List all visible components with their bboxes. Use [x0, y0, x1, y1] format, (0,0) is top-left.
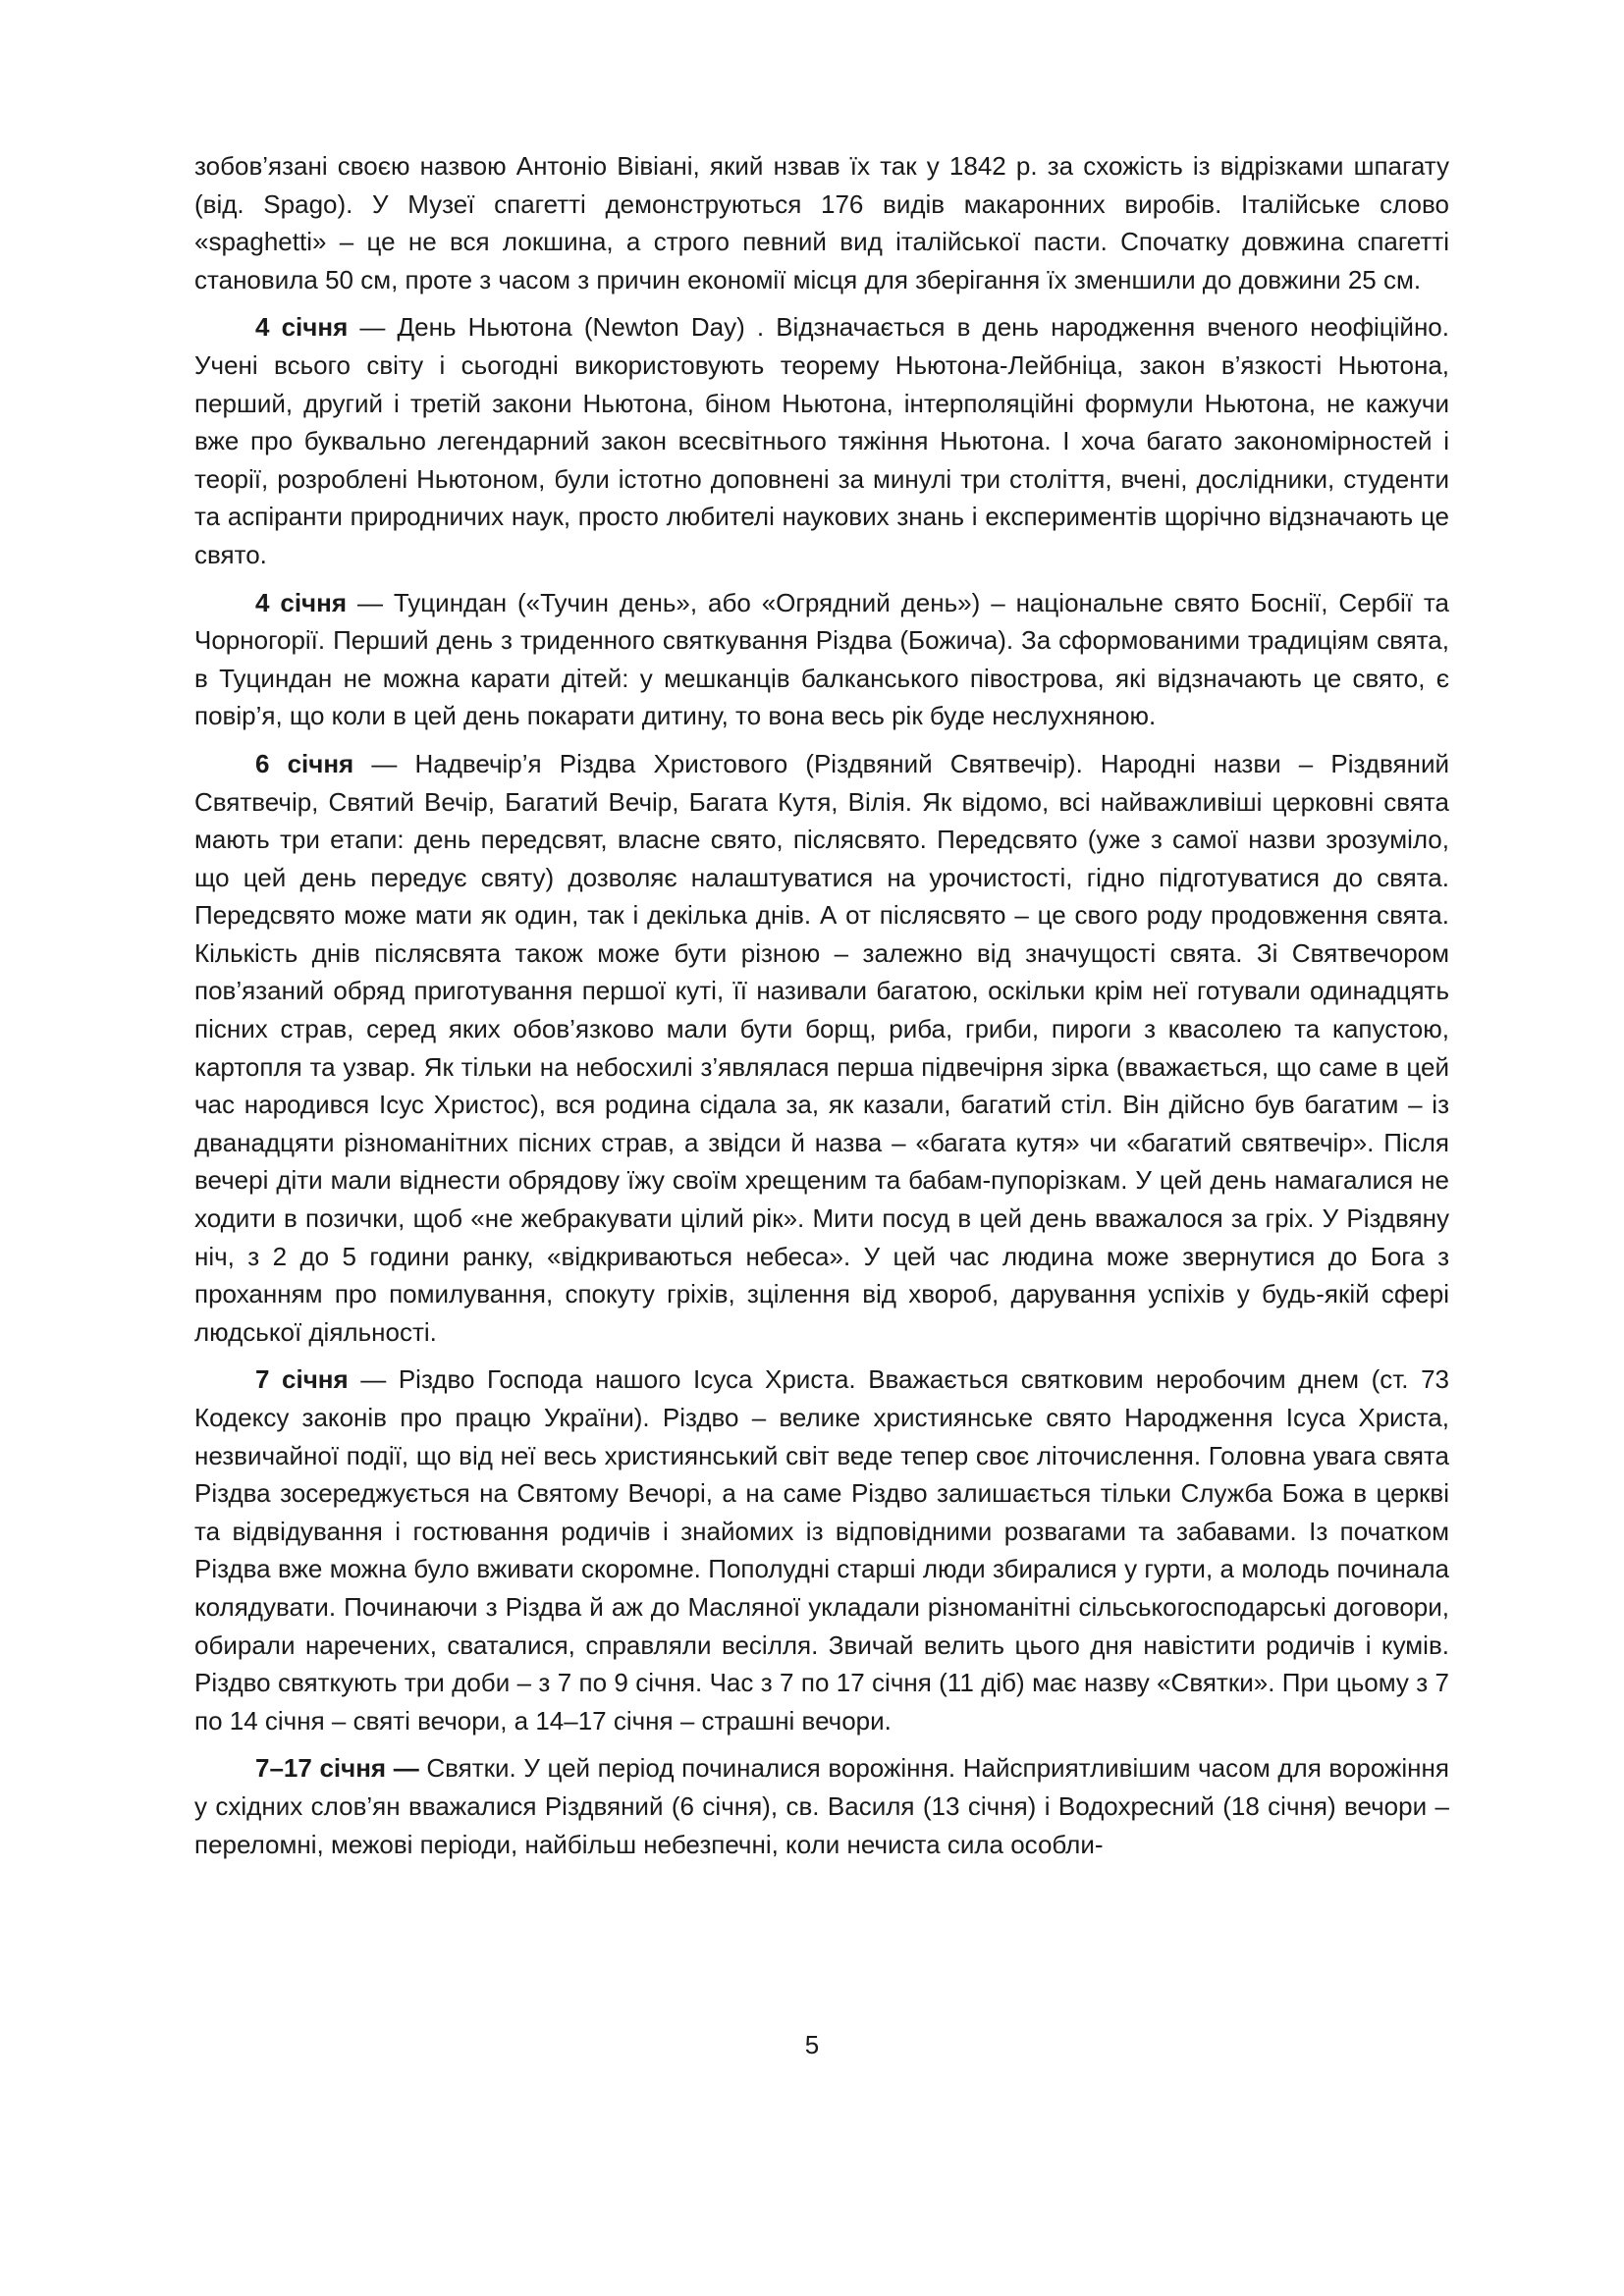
paragraph-newton-day — [194, 308, 1449, 573]
paragraph-date: 4 січня — [255, 587, 348, 617]
paragraph-date: 7–17 січня — — [255, 1753, 419, 1784]
paragraph-christmas-eve — [194, 745, 1449, 1352]
paragraph-text: — День Ньютона (Newton Day) . Відзначається в день народження вченого неофіційно. Учені всього світу і сьогодні використовують теорему Ньютона-Лейбніца, закон в’язкості Ньютона, перший, другий і третій закони Ньютона, біном Ньютона, інтерполяційні формули Ньютона, не кажучи вже про буквально легендарний закон всесвітнього тяжіння Ньютона. І хоча багато закономірностей і теорії, розроблені Ньютоном, були істотно доповнені за минулі три століття, вчені, дослідники, студенти та аспіранти природничих наук, просто любителі наукових знань і експериментів щорічно відзначають це свято. — [194, 312, 1449, 569]
paragraph-date: 4 січня — [255, 312, 349, 343]
document-page — [194, 147, 1449, 1873]
paragraph-spaghetti — [194, 147, 1449, 298]
page-number: 5 — [804, 2030, 820, 2059]
paragraph-tucindan — [194, 584, 1449, 735]
paragraph-svyatky — [194, 1749, 1449, 1863]
paragraph-christmas — [194, 1361, 1449, 1739]
paragraph-date: 6 січня — [255, 748, 354, 778]
paragraph-text: Святки. У цей період починалися ворожіння. Найсприятливішим часом для ворожіння у східних слов’ян вважалися Різдвяний (6 січня), св. Василя (13 січня) і Водохресний (18 січня) вечори – переломні, межові періоди, найбільш небезпечні, коли нечиста сила особли- — [194, 1753, 1449, 1859]
paragraph-text: — Туциндан («Тучин день», або «Огрядний день») – національне свято Боснії, Сербії та Чорногорії. Перший день з триденного святкування Різдва (Божича). За сформованими традиціям свята, в Туциндан не можна карати дітей: у мешканців балканського півострова, які відзначають це свято, є повір’я, що коли в цей день покарати дитину, то вона весь рік буде неслухняною. — [194, 587, 1449, 731]
paragraph-date: 7 січня — [255, 1364, 349, 1395]
paragraph-text: зобов’язані своєю назвою Антоніо Вівіані, який нзвав їх так у 1842 р. за схожість із відрізками шпагату (від. Spago). У Музеї спагетті демонструються 176 видів макаронних виробів. Італійське слово «spaghetti» – це не вся локшина, а строго певний вид італійської пасти. Спочатку довжина спагетті становила 50 см, проте з часом з причин економії місця для зберігання їх зменшили до довжини 25 см. — [194, 151, 1449, 294]
paragraph-text: — Надвечір’я Різдва Христового (Різдвяний Святвечір). Народні назви – Різдвяний Святвечір, Святий Вечір, Багатий Вечір, Багата Кутя, Вілія. Як відомо, всі найважливіші церковні свята мають три етапи: день передсвят, власне свято, післясвято. Передсвято (уже з самої назви зрозуміло, що цей день передує святу) дозволяє налаштуватися на урочистості, гідно підготуватися до свята. Передсвято може мати як один, так і декілька днів. А от післясвято – це свого роду продовження свята. Кількість днів післясвята також може бути різною – залежно від значущості свята. Зі Святвечором пов’язаний обряд приготування першої куті, її називали багатою, оскільки крім неї готували одинадцять пісних страв, серед яких обов’язково мали бути борщ, риба, гриби, пироги з квасолею та капустою, картопля та узвар. Як тільки на небосхилі з’являлася перша підвечірня зірка (вважається, що саме в цей час народився Ісус Христос), вся родина сідала за, як казали, багатий стіл. Він дійсно був багатим – із дванадцяти різноманітних пісних страв, а звідси й назва – «багата кутя» чи «багатий святвечір». Після вечері діти мали віднести обрядову їжу своїм хрещеним та бабам-пупорізкам. У цей день намагалися не ходити в позички, щоб «не жебракувати цілий рік». Мити посуд в цей день вважалося за гріх. У Різдвяну ніч, з 2 до 5 години ранку, «відкриваються небеса». У цей час людина може звернутися до Бога з проханням про помилування, спокуту гріхів, зцілення від хвороб, дарування успіхів у будь-якій сфері людської діяльності. — [194, 748, 1449, 1347]
paragraph-text: — Різдво Господа нашого Ісуса Христа. Вважається святковим неробочим днем (ст. 73 Кодексу законів про працю України). Різдво – велике християнське свято Народження Ісуса Христа, незвичайної події, що від неї весь християнський світ веде тепер своє літочислення. Головна увага свята Різдва зосереджується на Святому Вечорі, а на саме Різдво залишається тільки Служба Божа в церкві та відвідування і гостювання родичів і знайомих із відповідними розвагами та забавами. Із початком Різдва вже можна було вживати скоромне. Пополудні старші люди збиралися у гурти, а молодь починала колядувати. Починаючи з Різдва й аж до Масляної укладали різноманітні сільськогосподарські договори, обирали наречених, сваталися, справляли весілля. Звичай велить цього дня навістити родичів і кумів. Різдво святкують три доби – з 7 по 9 січня. Час з 7 по 17 січня (11 діб) має назву «Святки». При цьому з 7 по 14 січня – святі вечори, а 14–17 січня – страшні вечори. — [194, 1364, 1450, 1735]
